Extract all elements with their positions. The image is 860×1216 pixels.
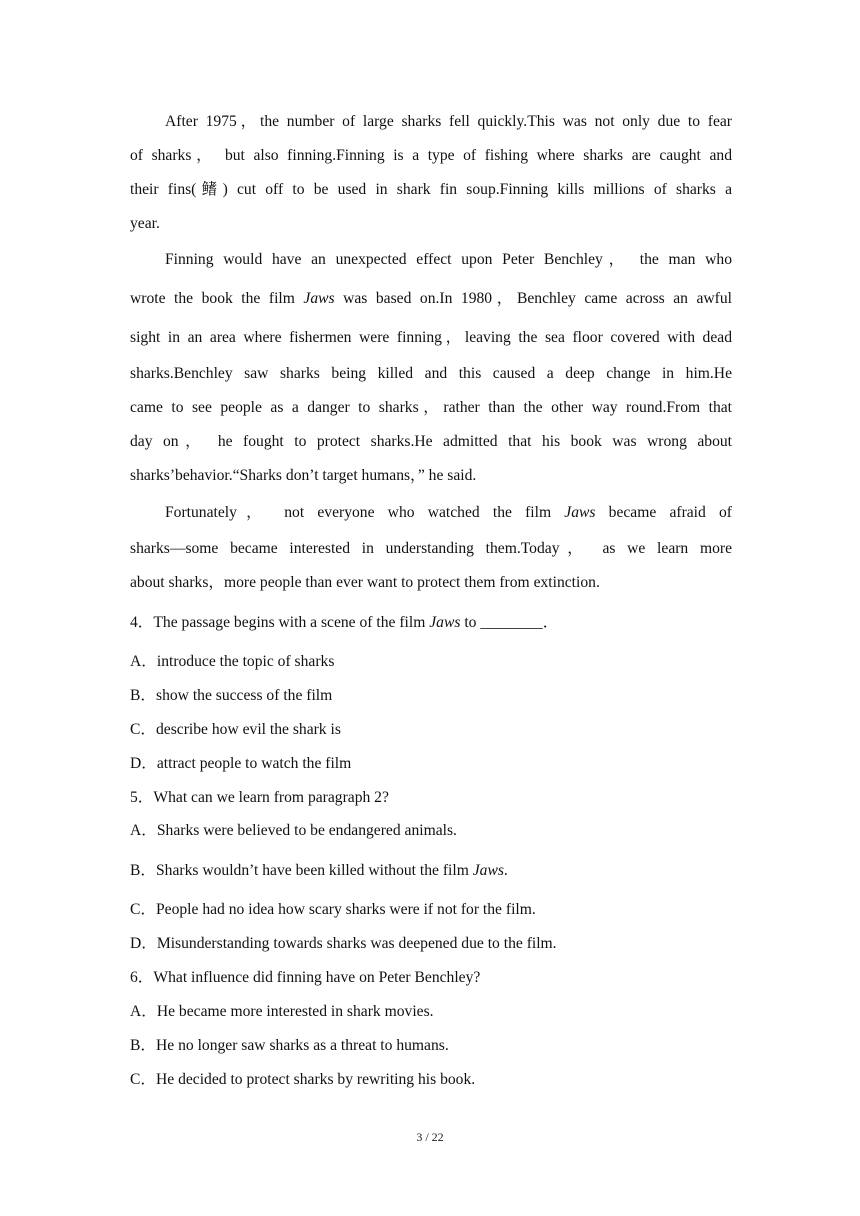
question-5-option-c[interactable]: C．People had no idea how scary sharks were if not for the film. (130, 901, 536, 918)
question-6-option-b[interactable]: B．He no longer saw sharks as a threat to humans. (130, 1037, 449, 1054)
question-6-stem: 6．What influence did finning have on Peter Benchley? (130, 969, 481, 986)
question-5-stem: 5．What can we learn from paragraph 2? (130, 789, 389, 806)
question-6-option-a[interactable]: A．He became more interested in shark movies. (130, 1003, 434, 1020)
question-5-option-d[interactable]: D．Misunderstanding towards sharks was deepened due to the film. (130, 935, 557, 952)
question-4-option-a[interactable]: A．introduce the topic of sharks (130, 653, 335, 670)
film-title-jaws: Jaws (472, 862, 504, 879)
film-title-jaws: Jaws (564, 504, 596, 521)
question-stem-text: 4．The passage begins with a scene of the film (130, 614, 430, 631)
paragraph-line: day on， he fought to protect sharks.He admitted that his book was wrong about (130, 433, 732, 450)
question-6-option-c[interactable]: C．He decided to protect sharks by rewriting his book. (130, 1071, 476, 1088)
paragraph-line: of sharks， but also finning.Finning is a type of fishing where sharks are caught and (130, 147, 732, 164)
paragraph-line-part: became afraid of (608, 504, 732, 521)
paragraph-line: year. (130, 215, 160, 232)
paragraph-3 (130, 493, 732, 600)
paragraph-line: Finning would have an unexpected effect upon Peter Benchley， the man who (165, 251, 732, 268)
paragraph-line: about sharks，more people than ever want to protect them from extinction. (130, 574, 600, 591)
paragraph-line (130, 279, 732, 318)
paragraph-line: came to see people as a danger to sharks，rather than the other way round.From that (130, 399, 732, 416)
option-text: . (503, 862, 508, 879)
question-5-option-b[interactable] (130, 861, 508, 881)
paragraph-line: sight in an area where fishermen were finning，leaving the sea floor covered with dead (130, 329, 732, 346)
question-4-option-d[interactable]: D．attract people to watch the film (130, 755, 352, 772)
paragraph-2 (130, 240, 732, 493)
paragraph-line: their fins(鳍) cut off to be used in shark fin soup.Finning kills millions of sharks a (130, 181, 732, 198)
page-number: 3 / 22 (416, 1130, 444, 1144)
question-4-option-c[interactable]: C．describe how evil the shark is (130, 721, 341, 738)
question-4-stem (130, 613, 558, 633)
paragraph-line: sharks—some became interested in understanding them.Today， as we learn more (130, 540, 732, 557)
question-4-option-b[interactable]: B．show the success of the film (130, 687, 333, 704)
question-stem-text: to ________． (460, 614, 559, 631)
paragraph-1 (130, 105, 732, 241)
paragraph-line: sharks.Benchley saw sharks being killed and this caused a deep change in him.He (130, 365, 732, 382)
paragraph-line (130, 493, 732, 532)
paragraph-line: After 1975，the number of large sharks fell quickly.This was not only due to fear (165, 113, 732, 130)
film-title-jaws: Jaws (429, 614, 461, 631)
paragraph-line-part: wrote the book the film (130, 290, 295, 307)
paragraph-line-part: was based on.In 1980，Benchley came across an awful (334, 290, 733, 307)
question-5-option-a[interactable]: A．Sharks were believed to be endangered animals. (130, 822, 457, 839)
option-text: B．Sharks wouldn’t have been killed without the film (130, 862, 473, 879)
paragraph-line: sharks’behavior.“Sharks don’t target humans，” he said. (130, 467, 477, 484)
film-title-jaws: Jaws (303, 290, 335, 307)
paragraph-line-part: Fortunately， not everyone who watched the film (165, 504, 552, 521)
